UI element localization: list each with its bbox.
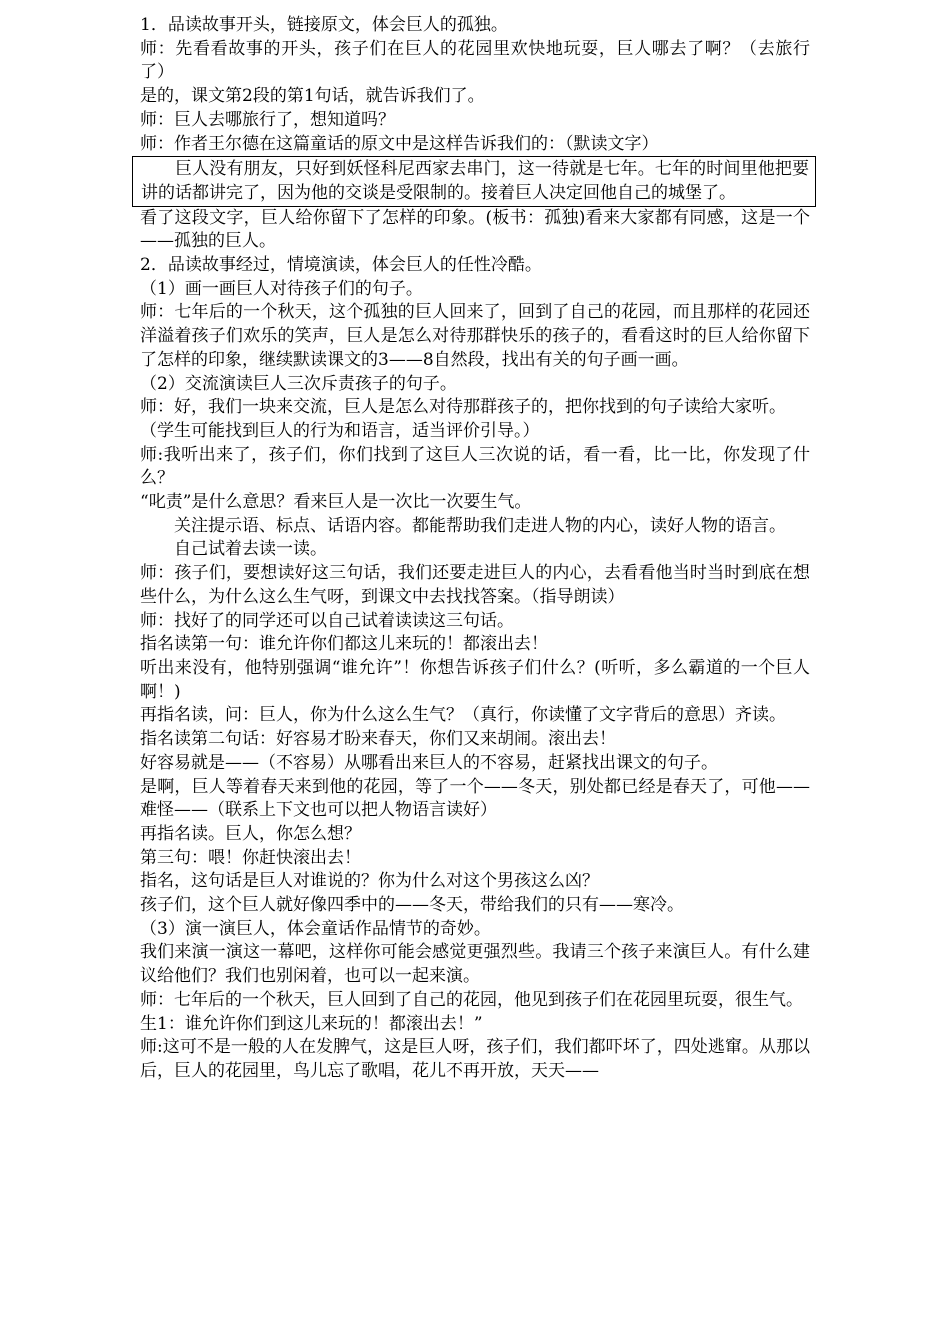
paragraph: 师:这可不是一般的人在发脾气，这是巨人呀，孩子们，我们都吓坏了，四处逃窜。从那以后，巨人的花园里，鸟儿忘了歌唱，花儿不再开放，天天——	[140, 1037, 810, 1081]
paragraph: 指名读第一句：谁允许你们都这儿来玩的！都滚出去！	[140, 634, 548, 655]
paragraph: 看了这段文字，巨人给你留下了怎样的印象。(板书：孤独)看来大家都有同感，这是一个——孤独的巨人。	[140, 207, 810, 252]
paragraph: 是的，课文第2段的第1句话，就告诉我们了。	[140, 86, 485, 107]
paragraph: 师：找好了的同学还可以自己试着读读这三句话。	[140, 610, 514, 631]
paragraph: 生1：谁允许你们到这儿来玩的！都滚出去！”	[140, 1013, 483, 1034]
paragraph: 指名读第二句话：好容易才盼来春天，你们又来胡闹。滚出去！	[140, 729, 616, 750]
indented-paragraph: 关注提示语、标点、话语内容。都能帮助我们走进人物的内心，读好人物的语言。	[174, 515, 786, 536]
paragraph: 是啊，巨人等着春天来到他的花园，等了一个——冬天，别处都已经是春天了，可他——难怪——（联系上下文也可以把人物语言读好）	[140, 776, 810, 821]
paragraph: 师：孩子们，要想读好这三句话，我们还要走进巨人的内心，去看看他当时当时到底在想些什么，为什么这么生气呀，到课文中去找找答案。（指导朗读）	[140, 563, 810, 607]
paragraph: 师：作者王尔德在这篇童话的原文中是这样告诉我们的：（默读文字）	[140, 133, 659, 154]
paragraph: 指名，这句话是巨人对谁说的？你为什么对这个男孩这么凶？	[140, 871, 599, 892]
paragraph: 师：好，我们一块来交流，巨人是怎么对待那群孩子的，把你找到的句子读给大家听。	[140, 397, 786, 418]
paragraph: 好容易就是——（不容易）从哪看出来巨人的不容易，赶紧找出课文的句子。	[140, 752, 718, 773]
paragraph: 孩子们，这个巨人就好像四季中的——冬天，带给我们的只有——寒冷。	[140, 895, 684, 916]
sub-heading: （3）演一演巨人，体会童话作品情节的奇妙。	[140, 918, 491, 939]
paragraph: 第三句：喂！你赶快滚出去！	[140, 847, 361, 868]
paragraph: “叱责”是什么意思？看来巨人是一次比一次要生气。	[140, 492, 532, 513]
document-body	[140, 14, 810, 1084]
sub-heading: （1）画一画巨人对待孩子们的句子。	[140, 278, 423, 299]
paragraph: 我们来演一演这一幕吧，这样你可能会感觉更强烈些。我请三个孩子来演巨人。有什么建议给他们？我们也别闲着，也可以一起来演。	[140, 942, 810, 987]
sub-heading: （2）交流演读巨人三次斥责孩子的句子。	[140, 373, 457, 394]
quote-text: 巨人没有朋友，只好到妖怪科尼西家去串门，这一待就是七年。七年的时间里他把要讲的话都讲完了，因为他的交谈是受限制的。接着巨人决定回他自己的城堡了。	[141, 159, 809, 203]
paragraph: 师：七年后的一个秋天，这个孤独的巨人回来了，回到了自己的花园，而且那样的花园还洋溢着孩子们欢乐的笑声，巨人是怎么对待那群快乐的孩子的，看看这时的巨人给你留下了怎样的印象，继续默读课文的3——8自然段，找出有关的句子画一画。	[140, 302, 810, 370]
section-heading-2: 2．品读故事经过，情境演读，体会巨人的任性冷酷。	[140, 255, 542, 276]
paragraph: 听出来没有，他特别强调“谁允许”！你想告诉孩子们什么？(听听，多么霸道的一个巨人啊！)	[140, 657, 810, 702]
paragraph: 师：七年后的一个秋天，巨人回到了自己的花园，他见到孩子们在花园里玩耍，很生气。	[140, 989, 803, 1010]
paragraph: 再指名读，问：巨人，你为什么这么生气？（真行，你读懂了文字背后的意思）齐读。	[140, 705, 786, 726]
paragraph: 再指名读。巨人，你怎么想？	[140, 823, 361, 844]
original-text-quote-box	[132, 156, 816, 206]
paragraph: 师：巨人去哪旅行了，想知道吗？	[140, 109, 395, 130]
indented-paragraph: 自己试着去读一读。	[174, 539, 327, 560]
paragraph: 师：先看看故事的开头，孩子们在巨人的花园里欢快地玩耍，巨人哪去了啊？（去旅行了）	[140, 38, 810, 83]
paragraph: 师:我听出来了，孩子们，你们找到了这巨人三次说的话，看一看，比一比，你发现了什么？	[140, 444, 810, 489]
paragraph: （学生可能找到巨人的行为和语言，适当评价引导。）	[140, 420, 540, 441]
section-heading-1: 1．品读故事开头，链接原文，体会巨人的孤独。	[140, 15, 508, 35]
